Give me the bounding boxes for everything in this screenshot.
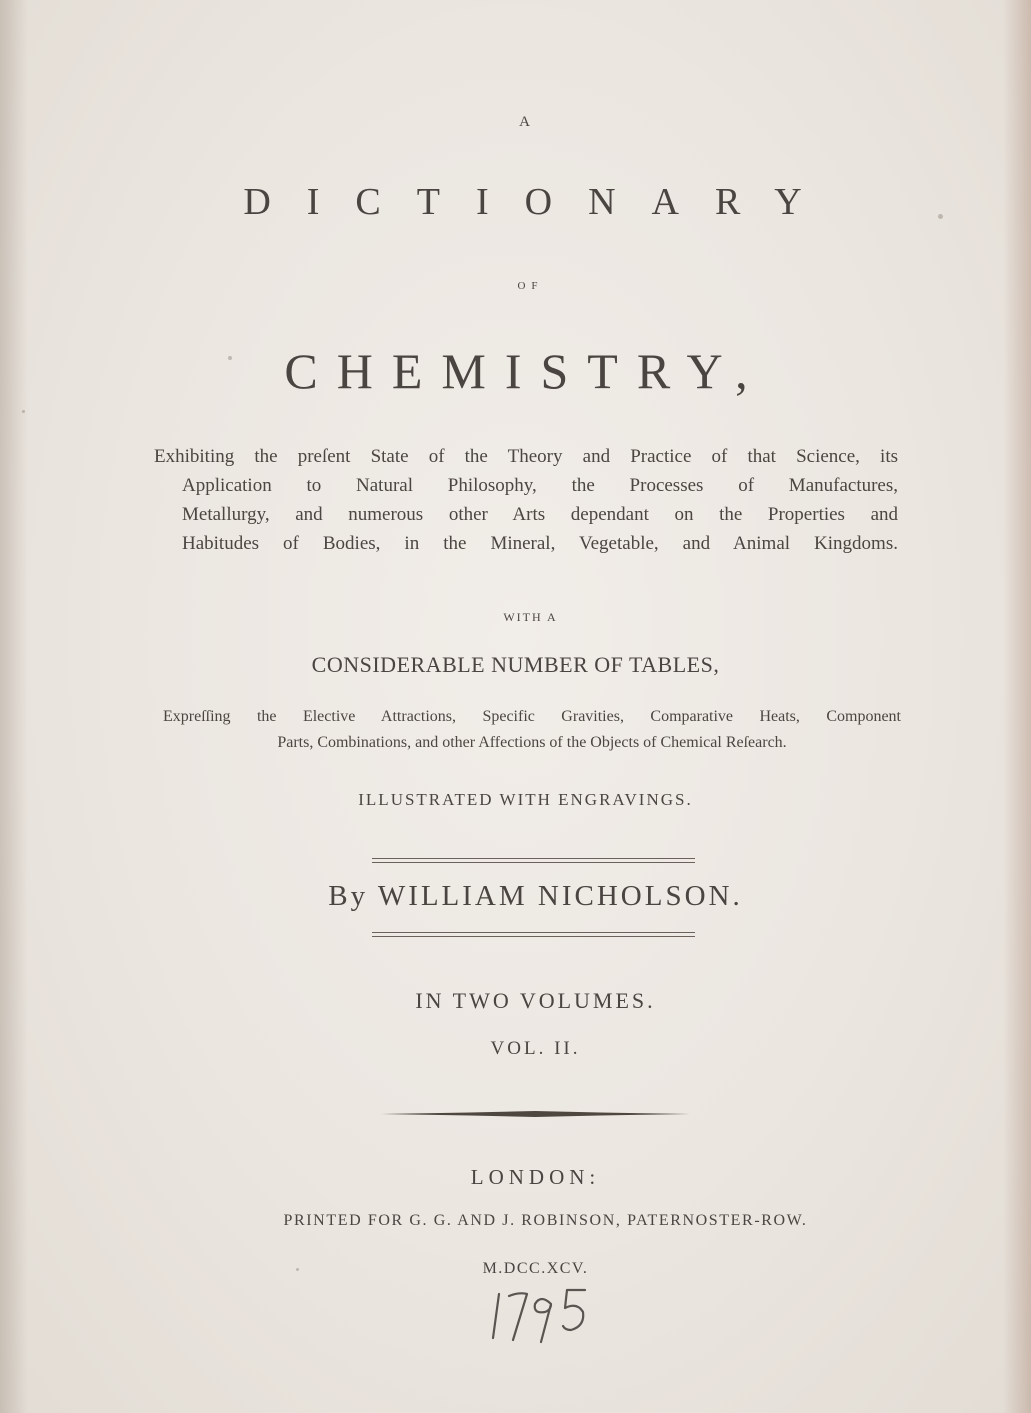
with-a-label: WITH A: [503, 610, 558, 624]
volume-number: VOL. II.: [490, 1038, 581, 1059]
expressing-line: Expreſſing the Elective Attractions, Specific Gravities, Comparative Heats, Component: [163, 708, 901, 725]
author-line: By WILLIAM NICHOLSON.: [328, 880, 743, 912]
double-rule-top: [372, 858, 695, 866]
imprint-date: M.DCC.XCV.: [482, 1260, 589, 1277]
description-line: Application to Natural Philosophy, the Processes of Manufactures,: [182, 475, 898, 496]
title-subject: CHEMISTRY,: [284, 343, 767, 399]
tables-heading: CONSIDERABLE NUMBER OF TABLES,: [311, 652, 720, 677]
title-article: A: [519, 114, 532, 130]
imprint-printer: PRINTED FOR G. G. AND J. ROBINSON, PATERNOSTER-ROW.: [283, 1212, 808, 1229]
tables-description: [163, 704, 901, 756]
illustrated-line: ILLUSTRATED WITH ENGRAVINGS.: [358, 790, 693, 809]
ornamental-thick-rule: [380, 1110, 690, 1118]
handwritten-date: [485, 1282, 595, 1346]
ink-spot: [22, 410, 25, 413]
double-rule-bottom: [372, 932, 695, 940]
description-line: Metallurgy, and numerous other Arts dependant on the Properties and: [182, 504, 898, 525]
description-line: Exhibiting the preſent State of the Theory and Practice of that Science, its: [154, 446, 898, 467]
title-dictionary: DICTIONARY: [243, 181, 838, 223]
title-of: OF: [517, 280, 544, 292]
subtitle-description: [154, 442, 898, 558]
expressing-line: Parts, Combinations, and other Affections of the Objects of Chemical Reſearch.: [277, 734, 787, 751]
imprint-place: LONDON:: [470, 1165, 601, 1189]
description-line: Habitudes of Bodies, in the Mineral, Vegetable, and Animal Kingdoms.: [182, 533, 898, 554]
volumes-line: IN TWO VOLUMES.: [415, 988, 656, 1013]
